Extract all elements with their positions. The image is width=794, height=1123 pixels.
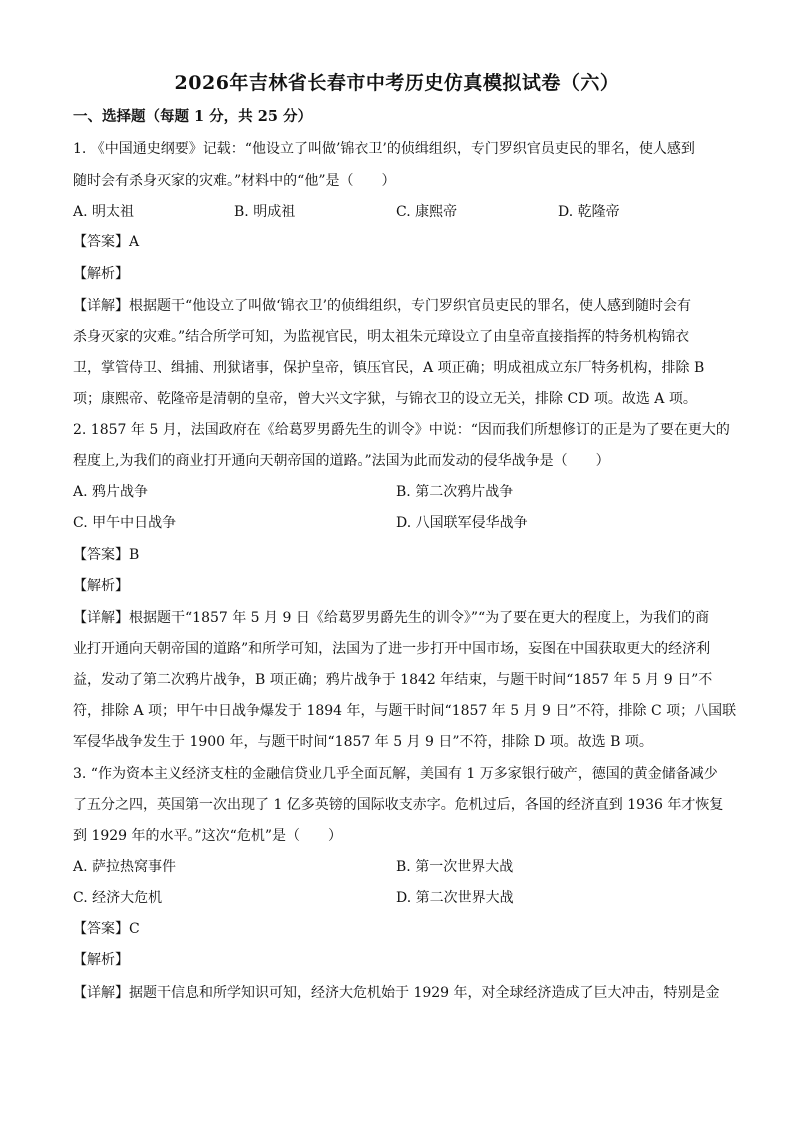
q2-stem-line-2: 程度上,为我们的商业打开通向天朝帝国的道路。”法国为此而发动的侵华战争是（ ） — [73, 453, 610, 469]
q3-stem-line-3: 到 1929 年的水平。”这次“危机”是（ ） — [73, 828, 343, 844]
q1-stem-line-2: 随时会有杀身灭家的灾难。”材料中的“他”是（ ） — [73, 173, 396, 189]
q1-detail-line: 项；康熙帝、乾隆帝是清朝的皇帝，曾大兴文字狱，与锦衣卫的设立无关，排除 CD 项。故选 A 项。 — [73, 391, 697, 407]
q3-option-b: B. 第一次世界大战 — [396, 859, 514, 875]
q1-stem-line-1: 1. 《中国通史纲要》记载：“他设立了叫做’锦衣卫’的侦缉组织，专门罗织官员吏民的罪名，使人感到 — [73, 141, 695, 157]
q3-option-c: C. 经济大危机 — [73, 890, 163, 906]
page-title: 2026年吉林省长春市中考历史仿真模拟试卷（六） — [174, 72, 620, 94]
q1-detail-line: 【详解】根据题干“他设立了叫做‘锦衣卫’的侦缉组织，专门罗织官员吏民的罪名，使人感到随时会有 — [73, 298, 692, 314]
q1-detail-line: 杀身灭家的灾难。”结合所学可知，为监视官民，明太祖朱元璋设立了由皇帝直接指挥的特务机构锦衣 — [73, 329, 690, 345]
q3-stem-line-1: 3. “作为资本主义经济支柱的金融信贷业几乎全面瓦解，美国有 1 万多家银行破产，德国的黄金储备减少 — [73, 766, 718, 782]
q2-detail-line: 【详解】根据题干“1857 年 5 月 9 日《给葛罗男爵先生的训令》”“为了要在更大的程度上，为我们的商 — [73, 610, 710, 626]
q2-option-b: B. 第二次鸦片战争 — [396, 484, 514, 500]
q2-detail-line: 符，排除 A 项；甲午中日战争爆发于 1894 年，与题干时间“1857 年 5 月 9 日”不符，排除 C 项；八国联 — [73, 703, 737, 719]
q1-detail-line: 卫，掌管侍卫、缉捕、刑狱诸事，保护皇帝，镇压官民，A 项正确；明成祖成立东厂特务机构，排除 B — [73, 360, 705, 376]
q2-option-d: D. 八国联军侵华战争 — [396, 515, 528, 531]
q2-analysis-label: 【解析】 — [73, 578, 129, 594]
q1-answer: 【答案】A — [73, 234, 140, 250]
q2-stem-line-1: 2. 1857 年 5 月，法国政府在《给葛罗男爵先生的训令》中说：“因而我们所想修订的正是为了要在更大的 — [73, 422, 730, 438]
q2-detail-line: 军侵华战争发生于 1900 年，与题干时间“1857 年 5 月 9 日”不符，排除 D 项。故选 B 项。 — [73, 734, 653, 750]
q1-analysis-label: 【解析】 — [73, 266, 129, 282]
q1-option-d: D. 乾隆帝 — [558, 204, 620, 220]
q3-answer: 【答案】C — [73, 921, 140, 937]
q3-option-d: D. 第二次世界大战 — [396, 890, 514, 906]
section-heading: 一、选择题（每题 1 分，共 25 分） — [73, 108, 312, 125]
q2-detail-line: 业打开通向天朝帝国的道路”和所学可知，法国为了进一步打开中国市场，妄图在中国获取更大的经济利 — [73, 641, 711, 657]
q1-option-b: B. 明成祖 — [234, 204, 296, 220]
q3-stem-line-2: 了五分之四，英国第一次出现了 1 亿多英镑的国际收支赤字。危机过后，各国的经济直到 1936 年才恢复 — [73, 797, 724, 813]
q1-option-a: A. 明太祖 — [73, 204, 135, 220]
q1-option-c: C. 康熙帝 — [396, 204, 458, 220]
q2-detail-line: 益，发动了第二次鸦片战争，B 项正确；鸦片战争于 1842 年结束，与题干时间“1857 年 5 月 9 日”不 — [73, 672, 713, 688]
q3-analysis-label: 【解析】 — [73, 952, 129, 968]
q2-option-a: A. 鸦片战争 — [73, 484, 149, 500]
q2-answer: 【答案】B — [73, 547, 140, 563]
q3-option-a: A. 萨拉热窝事件 — [73, 859, 177, 875]
q2-option-c: C. 甲午中日战争 — [73, 515, 177, 531]
q3-detail-line: 【详解】据题干信息和所学知识可知，经济大危机始于 1929 年，对全球经济造成了巨大冲击，特别是金 — [73, 985, 720, 1001]
